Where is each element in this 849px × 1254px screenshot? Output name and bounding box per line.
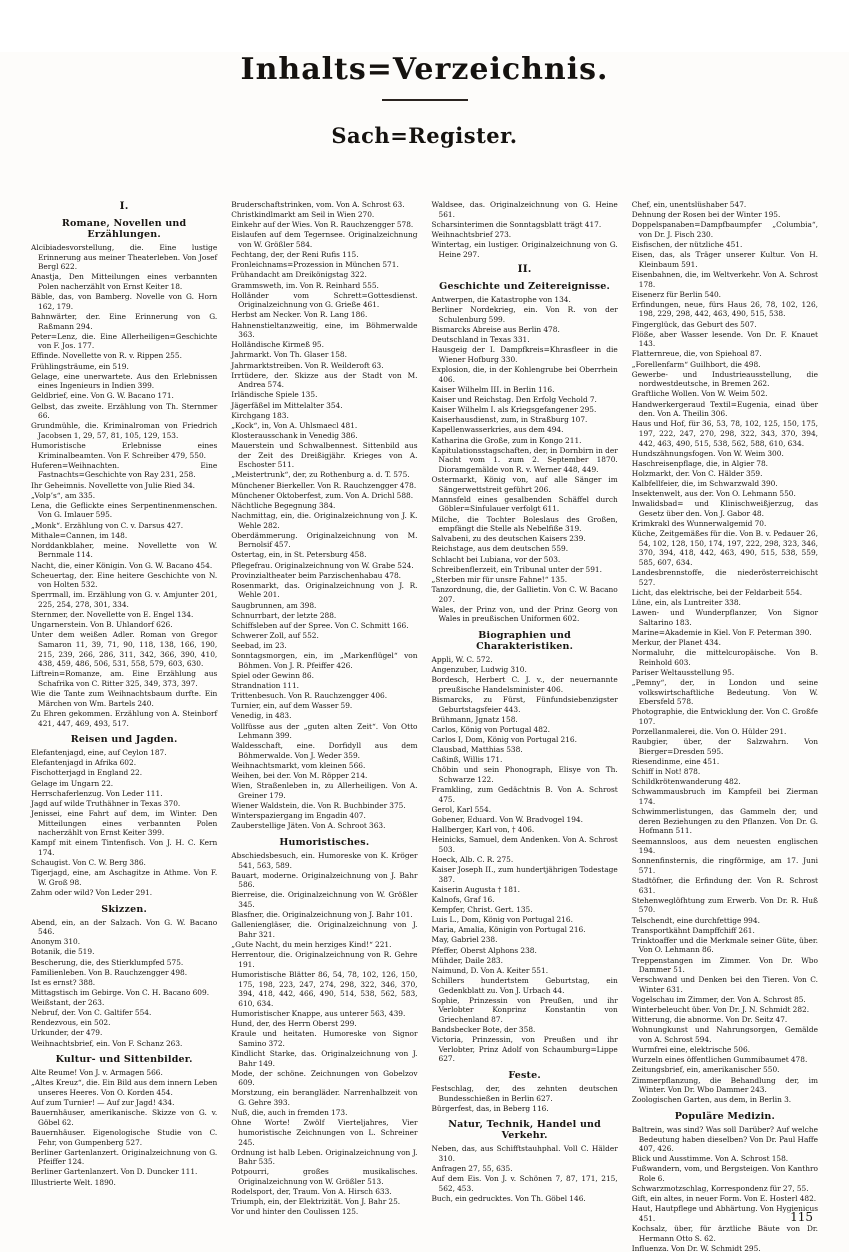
index-entry: Weißstant, der 263. <box>31 998 105 1007</box>
index-entry: Nacht, die, einer Königin. Von G. W. Bacano 454. <box>31 560 213 570</box>
index-entry: Gelage im Ungarn 22. <box>31 778 114 788</box>
index-entry: Triumph, ein, der Elektrizität. Von J. Bahr 25. <box>231 1197 401 1207</box>
index-section <box>31 200 217 212</box>
index-entry: Frühandacht am Dreikönigstag 322. <box>231 270 367 280</box>
index-entry: Victoria, Prinzessin, von Preußen und ihr Verlobter, Prinz Adolf von Schaumburg=Lippe 627. <box>431 1035 618 1064</box>
section-heading: Romane, Novellen und Erzählungen. <box>61 218 187 240</box>
index-entry: Ungarnerstein. Von B. Uhlandorf 626. <box>31 620 173 630</box>
index-entry: Gelage, eine unerwartete. Aus den Erlebnissen eines Ingenieurs in Indien 399. <box>31 371 218 391</box>
index-entry: Hallberger, Karl von, † 406. <box>431 825 535 834</box>
index-entry: Landesbrennstoffe, die niederösterreichischt 527. <box>631 568 818 587</box>
index-entry: Gerol, Karl 554. <box>431 804 492 814</box>
index-entry: Pfeffer, Oberst Alphons 238. <box>431 945 537 955</box>
index-entry: „Monk“. Erzählung von C. v. Darsus 427. <box>31 520 184 530</box>
index-entry: Naimund, D. Von A. Keiter 551. <box>431 965 549 975</box>
index-entry: Morstzung, ein berangläder. Narrenhalbzeit von G. Gehre 393. <box>231 1088 418 1107</box>
index-entry: Kalnofs, Graf 16. <box>431 894 495 904</box>
index-entry: Flöße, aber Wasser lesende. Von Dr. F. Knauet 143. <box>631 329 818 349</box>
index-entry: Jenissei, eine Fahrt auf dem, im Winter. Den Mitteilungen eines verbannten Polen nacherzählt von Ernst Keiter 399. <box>31 808 218 838</box>
index-entry: Gewerbe- und Industrieausstellung, die nordwestdeutsche, in Bremen 262. <box>631 369 818 389</box>
index-section <box>31 734 217 897</box>
index-entry: Hausgeig der I. Dampfkreis=Khrasfleer in die Wiener Hofburg 330. <box>431 345 618 364</box>
index-entry: Bauernhäuser. Eigenologische Studie von C. Fehr, von Gumpenberg 527. <box>31 1127 218 1147</box>
index-entry: Normaluhr, die mittelcuropäische. Von B. Reinhold 603. <box>631 648 818 667</box>
index-entry: Huferen=Weihnachten. Eine Fastnachts=Geschichte von Ray 231, 258. <box>31 460 218 480</box>
index-entry: Buch, ein gedrucktes. Von Th. Göbel 146. <box>431 1194 586 1203</box>
index-entry: Herbst am Necker. Von R. Lang 186. <box>231 310 368 320</box>
index-entry: Jahrmarkt. Von Th. Glaser 158. <box>231 350 347 360</box>
index-entry: Frühlingsträume, ein 519. <box>31 361 129 371</box>
index-entry: Rosenmarkt, das. Originalzeichnung von J. R. Wehle 201. <box>231 580 418 600</box>
index-entry: Lena, die Geflickte eines Serpentinenmenschen. Von G. Imlauer 595. <box>31 500 218 520</box>
index-entry: Carlos I, Dom, König von Portugal 216. <box>431 734 577 744</box>
index-entry: Vollfüsse aus der „guten alten Zeit“. Von Otto Lehmann 399. <box>231 721 418 741</box>
index-entry: Anastja, Den Mitteilungen eines verbannten Polen nacherzählt von Ernst Keiter 18. <box>31 272 218 291</box>
index-entry: Hundszähnungsfogen. Von W. Weim 300. <box>631 448 784 458</box>
index-entry: Bäble, das, von Bamberg. Novelle von G. Horn 162, 179. <box>31 292 218 311</box>
index-entry: Urkunder, der 479. <box>31 1028 103 1038</box>
index-entry: Wintertag, ein lustiger. Originalzeichnung von G. Heine 297. <box>431 240 618 259</box>
index-entry: Baltrein, was sind? Was soll Darüber? Auf welche Bedeutung haben dieselben? Von Dr. Paul Haffe 407, 426. <box>631 1124 818 1154</box>
index-entry: Tanzordnung, die, der Gallietin. Von C. W. Bacano 207. <box>431 584 618 604</box>
index-section <box>432 1119 618 1203</box>
index-entry: Grammsweth, im. Von R. Reinhard 555. <box>231 280 379 290</box>
section-heading: Skizzen. <box>101 903 147 915</box>
index-entry: Scharsinterimen die Sonntagsblatt trägt 417. <box>431 219 602 229</box>
section-title: Sach=Register. <box>331 123 518 148</box>
index-section <box>31 904 217 1049</box>
page-number: 115 <box>790 1210 813 1224</box>
index-entry: „Altes Kreuz“, die. Ein Bild aus dem innern Leben unseres Heeres. Von O. Korden 454. <box>31 1078 218 1097</box>
index-entry: Herrentour, die. Originalzeichnung von R. Gehre 191. <box>231 950 418 969</box>
index-entry: Framkling, zum Gedächtnis B. Von A. Schrost 475. <box>431 785 618 804</box>
index-entry: Nächtliche Begegnung 384. <box>231 500 336 510</box>
index-entry: „Volp’s“, am 335. <box>31 490 96 500</box>
index-entry: Berliner Gartenlanzert. Von D. Duncker 111. <box>31 1167 198 1177</box>
index-entry: Handwerkergeraud Textil=Eugenia, einad über den. Von A. Theilin 306. <box>631 399 818 419</box>
index-entry: Ostermarkt, König von, auf alle Sänger im Sängerwettstreit geführt 206. <box>431 475 618 494</box>
index-entry: Waldsee, das. Originalzeichnung von G. Heine 561. <box>431 200 618 219</box>
index-section <box>632 1111 818 1254</box>
index-entry: Weihnachtsmarkt, vom kleinen 566. <box>231 761 366 770</box>
index-column <box>425 200 625 1203</box>
index-entry: Eislaufen auf dem Tegernsee. Originalzeichnung von W. Größler 584. <box>231 230 418 249</box>
index-entry: Porzellanmalerei, die. Von O. Hülder 291. <box>631 727 787 737</box>
index-entry: Zauberstellige Jäten. Von A. Schroot 363. <box>231 821 386 831</box>
index-entry: Ihr Geheimnis. Novellette von Julie Ried 34. <box>31 480 196 490</box>
index-entry: Peter=Lenz, die. Eine Allerheiligen=Geschichte von F. Jos. 177. <box>31 331 218 351</box>
index-entry: Turnier, ein, auf dem Wasser 59. <box>231 701 353 711</box>
index-entry: Kirchgang 183. <box>231 410 289 420</box>
index-entry: Schaugist. Von C. W. Berg 386. <box>31 858 146 867</box>
index-entry: Clausbad, Matthias 538. <box>431 745 523 754</box>
index-entry: Wie die Tante zum Weihnachtsbaum durfte. Ein Märchen von Wm. Bartels 240. <box>31 689 218 708</box>
index-entry: Schiff in Not! 878. <box>631 767 701 777</box>
index-entry: Hund, der, des Herrn Oberst 299. <box>231 1019 357 1028</box>
index-entry: Mode, der schöne. Zeichnungen von Gobelzov 609. <box>231 1068 418 1088</box>
index-entry: Nebruf, der. Von C. Galtifer 554. <box>31 1008 152 1018</box>
index-entry: Mithale=Cannen, im 148. <box>31 530 128 540</box>
index-section <box>632 200 818 1105</box>
index-section <box>231 837 417 1217</box>
index-column <box>224 200 424 1217</box>
index-entry: Witterung, die abnorme. Von Dr. Seitz 47. <box>631 1015 788 1025</box>
index-entry: Luis L., Dom, König von Portugal 216. <box>431 915 573 925</box>
index-entry: Schwerer Zoll, auf 552. <box>231 630 319 640</box>
index-entry: Kapellenwasserkries, aus dem 494. <box>431 425 564 435</box>
index-entry: Berliner Gartenlanzert. Originalzeichnung von G. Pfeiffer 124. <box>31 1147 218 1167</box>
index-entry: Riesendinme, eine 451. <box>631 757 720 766</box>
index-entry: Berliner Nordekrieg, ein. Von R. von der Schulenburg 599. <box>431 305 618 324</box>
index-entry: Caßinß, Willis 171. <box>431 755 503 765</box>
index-entry: Kraule und heitaten. Humoreske von Signor Samino 372. <box>231 1029 418 1048</box>
index-entry: Strandnation 111. <box>231 681 300 690</box>
index-entry: Rodelsport, der, Traum. Von A. Hirsch 633. <box>231 1187 392 1197</box>
index-entry: Schnurrbart, der letzte 288. <box>231 610 337 620</box>
index-entry: Rendezvous, ein 502. <box>31 1018 111 1028</box>
index-entry: Kaiser Wilhelm III. in Berlin 116. <box>431 384 555 394</box>
index-entry: „Gute Nacht, du mein herziges Kind!“ 221. <box>231 940 392 949</box>
index-entry: Haus und Hof, für 36, 53, 78, 102, 125, 150, 175, 197, 222, 247, 270, 298, 322, 343, 370, 394, 442, 463, 490, 515, 538, 562, 588, 610, 634. <box>631 419 818 448</box>
index-entry: Schillers hundertstem Geburtstag, ein Gedenkblatt zu. Von J. Urbach 44. <box>431 975 618 995</box>
index-entry: Milche, die Tochter Boleslaus des Großen, empfängt die Stelle als Nebelfiße 319. <box>431 514 618 534</box>
title-divider <box>382 99 468 101</box>
index-entry: Sonnenfinsternis, die ringförmige, am 17. Juni 571. <box>631 856 818 875</box>
index-section <box>432 281 618 624</box>
index-entry: Katharina die Große, zum in Kongo 211. <box>431 435 582 445</box>
index-entry: Mittagstisch im Gebirge. Von C. H. Bacano 609. <box>31 987 210 997</box>
index-entry: Kindlicht Starke, das. Originalzeichnung von J. Bahr 149. <box>231 1048 418 1068</box>
index-entry: Fechtang, der, der Reni Rufis 115. <box>231 250 359 260</box>
section-heading: Feste. <box>508 1070 541 1081</box>
index-entry: Eisenerz für Berlin 540. <box>631 289 721 299</box>
index-entry: Abschiedsbesuch, ein. Humoreske von K. Kröger 541, 563, 589. <box>231 850 418 870</box>
index-entry: Schildkrötenwanderung 482. <box>631 777 741 787</box>
index-entry: „Kock“, in, Von A. Uhlsmaecl 481. <box>231 420 358 430</box>
index-entry: Geldbrief, eine. Von G. W. Bacano 171. <box>31 391 174 401</box>
index-entry: Galleniengläser, die. Originalzeichnung von J. Bahr 321. <box>231 920 418 939</box>
index-entry: Liftrein=Romanze, am. Eine Erzählung aus Schafrika von C. Ritter 325, 349, 373, 397. <box>31 669 218 688</box>
index-entry: Trittenbesuch. Von R. Rauchzengger 406. <box>231 691 388 701</box>
index-entry: Anfragen 27, 55, 635. <box>431 1164 513 1174</box>
section-heading: II. <box>517 263 532 276</box>
index-entry: Kampf mit einem Tintenfisch. Von J. H. C. Kern 174. <box>31 838 218 857</box>
index-entry: Potpourri, großes musikalisches. Originalzeichnung von W. Größler 513. <box>231 1167 418 1186</box>
index-entry: Kapitulationsstagschaften, der, in Dornbirn in der Nacht vom 1. zum 2. September 1870. Dioramgemälde von R. v. Werner 448, 449. <box>431 445 618 474</box>
index-entry: Effinde. Novellette von R. v. Rippen 255. <box>31 351 182 361</box>
index-section <box>432 200 618 259</box>
index-entry: Bordesch, Herbert C. J. v., der neuernannte preußische Handelsminister 406. <box>431 675 618 694</box>
index-entry: Eisenbahnen, die, im Weltverkehr. Von A. Schrost 178. <box>631 269 818 289</box>
section-heading: I. <box>119 200 129 212</box>
index-entry: Mauerstein und Schwalbennest. Sittenbild aus der Zeit des Dreißigjähr. Krieges von A. Eschoster 511. <box>231 441 418 470</box>
index-entry: Ohne Worte! Zwölf Vierteljahres, Vier humoristische Zeichnungen von L. Schreiner 245. <box>231 1118 418 1147</box>
index-entry: Haut, Hautpflege und Abhärtung. Von Hygienicus 451. <box>631 1204 818 1223</box>
index-entry: Scheuertag, der. Eine heitere Geschichte von N. von Holten 532. <box>31 570 218 590</box>
index-entry: Merkur, der Planet 434. <box>631 638 721 647</box>
index-entry: Jahrmarktstreiben. Von R. Weilderoft 63. <box>231 360 384 370</box>
index-entry: Schlacht bei Lubiana, vor der 503. <box>431 554 561 564</box>
index-entry: Auf zum Turnier! — Auf zur Jagd! 434. <box>31 1098 175 1107</box>
index-entry: Schwimmerlistungen, das Gammeln der, und deren Beziehungen zu den Pflanzen. Von Dr. G. Hofmann 511. <box>631 807 818 836</box>
index-entry: Ostertag, ein, in St. Petersburg 458. <box>231 550 367 560</box>
index-entry: Treppenstangen im Zimmer. Von Dr. Wbo Dammer 51. <box>631 955 818 975</box>
index-entry: Lüne, ein, als Luntreiter 338. <box>631 598 741 607</box>
index-entry: Krimkrakl des Wunnerwalgemid 70. <box>631 519 767 528</box>
index-entry: Pariser Weltausstellung 95. <box>631 667 735 677</box>
index-entry: Erfindungen, neue, fürs Haus 26, 78, 102, 126, 198, 229, 298, 442, 463, 490, 515, 538. <box>631 299 818 319</box>
index-entry: Gelbst, das zweite. Erzählung von Th. Sternmer 66. <box>31 401 218 421</box>
page-title: Inhalts=Verzeichnis. <box>240 52 609 87</box>
index-entry: Jägerfäßel im Mittelalter 354. <box>231 400 343 410</box>
index-entry: Hoeck, Alb. C. R. 275. <box>431 854 514 864</box>
index-columns <box>24 200 825 1253</box>
index-entry: Alcibiadesvorstellung, die. Eine lustige Erinnerung aus meiner Theaterleben. Von Josef Bergl 622. <box>31 243 218 272</box>
index-entry: Schwarzmotzschlag, Korrespondenz für 27, 55. <box>631 1184 809 1194</box>
index-entry: Fronleichnams=Prozession in München 571. <box>231 260 399 270</box>
index-entry: Eisen, das, als Träger unserer Kultur. Von H. Kleinbaum 591. <box>631 250 818 269</box>
index-entry: Alte Reume! Von J. v. Armagen 566. <box>31 1068 163 1078</box>
index-entry: Holzmarkt, der. Von C. Hälder 359. <box>631 468 763 478</box>
index-entry: Sperrmall, im. Erzählung von G. v. Amjunter 201, 225, 254, 278, 301, 334. <box>31 590 218 609</box>
index-entry: Salvabeni, zu des deutschen Kaisers 239. <box>431 534 586 544</box>
index-section <box>231 200 417 831</box>
index-entry: Mannsfeld eines gesalbenden Schäffel durch Göbler=Sinfulauer verfolgt 611. <box>431 494 618 514</box>
index-entry: Bismarcks Abreise aus Berlin 478. <box>431 325 560 335</box>
index-entry: Carlos, König von Portugal 482. <box>431 724 550 734</box>
index-entry: Blasfner, die. Originalzeichnung von J. Bahr 101. <box>231 910 413 920</box>
index-entry: Stehenweglöfhtung zum Erwerb. Von Dr. R. Huß 570. <box>631 895 818 915</box>
index-entry: Schwammausbruch im Kampfeil bei Zierman 174. <box>631 787 818 806</box>
index-entry: Münchener Bierkeller. Von R. Rauchzengger 478. <box>231 480 417 490</box>
index-entry: Jagd auf wilde Truthähner in Texas 370. <box>31 798 181 808</box>
index-entry: Weihnachtsbrief 273. <box>431 229 512 239</box>
index-entry: „Pemny“, der, in London und seine volkswirtschaftliche Bedeutung. Von W. Ebersfeld 578. <box>631 678 818 707</box>
index-entry: Waldesschaft, eine. Dorfidyll aus dem Böhmerwalde. Von J. Weder 359. <box>231 741 418 760</box>
index-entry: Münchener Oktoberfest, zum. Von A. Drichl 588. <box>231 490 414 500</box>
index-entry: Wohnungkunst und Nahrungsorgen, Gemälde von A. Schrost 594. <box>631 1025 818 1044</box>
index-entry: Bandsbecker Bote, der 358. <box>431 1025 536 1034</box>
index-entry: Grundmühle, die. Kriminalroman von Friedrich Jacobsen 1, 29, 57, 81, 105, 129, 153. <box>31 421 218 440</box>
index-entry: Irländische Spiele 135. <box>231 390 318 400</box>
index-entry: Kempfer, Christ. Gert. 135. <box>431 905 533 914</box>
index-entry: Dehnung der Rosen bei der Winter 195. <box>631 210 781 220</box>
index-entry: Sophie, Prinzessin von Preußen, und ihr Verlobter Konprinz Konstantin von Griechenland 87. <box>431 995 618 1024</box>
index-entry: Nachmittag, ein, die. Originalzeichnung von J. K. Wehle 282. <box>231 510 418 530</box>
index-entry: Zahm oder wild? Von Leder 291. <box>31 887 153 897</box>
section-heading: Reisen und Jagden. <box>70 734 178 746</box>
index-entry: Antwerpen, die Katastrophe von 134. <box>431 295 571 305</box>
index-entry: Angenzuber, Ludwig 310. <box>431 665 527 674</box>
index-entry: Chef, ein, unentslüshaber 547. <box>631 200 747 209</box>
index-entry: Wales, der Prinz von, und der Prinz Georg von Wales in preußischen Uniformen 602. <box>431 604 618 624</box>
index-entry: Gobener, Eduard. Von W. Bradvogel 194. <box>431 814 583 824</box>
index-entry: Kaiserhausdienst, zum, in Straßburg 107. <box>431 415 588 425</box>
index-entry: Blick und Ausstimme. Von A. Schrost 158. <box>631 1154 789 1164</box>
index-entry: Fingerglück, das Geburt des 507. <box>631 319 757 329</box>
index-entry: Bismarcks, zu Fürst, Fünfundsiebenzigster Geburtstagsfeier 443. <box>431 694 618 714</box>
index-entry: Doppelspanaben=Dampfbaumpfer „Columbia“, von Dr. J. Fisch 230. <box>631 220 818 239</box>
index-entry: Humoristische Blätter 86, 54, 78, 102, 126, 150, 175, 198, 223, 247, 274, 298, 322, 346, 370, 394, 418, 442, 466, 490, 514, 538, 562, 583, 610, 634. <box>231 969 418 1008</box>
index-entry: Deutschland in Texas 331. <box>431 335 530 345</box>
index-entry: Mühder, Daile 283. <box>431 955 503 965</box>
index-entry: Seebad, im 23. <box>231 641 287 650</box>
index-entry: Inwalidsbad= und Klinischweißjerzug, das Gesetz über den. Von J. Gabor 48. <box>631 499 818 518</box>
index-entry: Transportkähnt Dampffchiff 261. <box>631 925 755 935</box>
section-heading: Biographien und Charakteristiken. <box>476 629 574 652</box>
index-entry: Sternmer, der. Novellette von E. Engel 134. <box>31 610 194 620</box>
index-entry: Chöbin und sein Phonograph, Elisye von Th. Schwarze 122. <box>431 765 618 784</box>
index-entry: Influenza. Von Dr. W. Schmidt 295. <box>631 1243 761 1253</box>
index-entry: Maria, Amalia, Königin von Portugal 216. <box>431 925 586 935</box>
index-entry: Graftliche Wollen. Von W. Weim 502. <box>631 389 768 399</box>
index-entry: Neben, das, aus Schifftstauhphal. Voll C. Hälder 310. <box>431 1144 618 1163</box>
index-entry: Bescherung, die, des Stierklumpfed 575. <box>31 957 184 967</box>
index-entry: Wurzeln eines öffentlichen Gummibaumet 478. <box>631 1055 808 1065</box>
index-entry: Venedig, in 483. <box>231 711 292 721</box>
index-entry: Gift, ein altes, in neuer Form. Von E. Hosterl 482. <box>631 1194 817 1204</box>
index-entry: Zeitungsbrief, ein, amerikanischer 550. <box>631 1065 780 1075</box>
section-heading: Geschichte und Zeitereignisse. <box>439 281 611 293</box>
index-entry: Wien, Straßenleben in, zu Allerheiligen. Von A. Greiner 179. <box>231 781 418 800</box>
index-entry: Kaiser und Reichstag. Den Erfolg Vechold 7. <box>431 395 597 404</box>
index-entry: Weihen, bei der. Von M. Röpper 214. <box>231 771 368 781</box>
index-entry: Holländer vom Schrett=Gottesdienst. Originalzeichnung von G. Grieße 461. <box>231 290 418 310</box>
index-entry: Heinicks, Samuel, dem Andenken. Von A. Schrost 503. <box>431 835 618 854</box>
index-entry: Bauart, moderne. Originalzeichnung von J. Bahr 586. <box>231 870 418 890</box>
index-entry: Oberdämmerung. Originalzeichnung von M. Bernolsif 457. <box>231 530 418 550</box>
index-entry: Trinktoaffer und die Merkmale seiner Güte, über. Von O. Lehmann 86. <box>631 935 818 955</box>
index-entry: Elefantenjagd in Afrika 602. <box>31 758 137 768</box>
section-heading: Natur, Technik, Handel und Verkehr. <box>448 1119 602 1142</box>
index-entry: Küche, Zeitgemäßes für die. Von B. v. Pedauer 26, 54, 102, 128, 150, 174, 197, 222, 298, 323, 346, 370, 394, 418, 442, 463, 490, 515, 538, 559, 585, 607, 634. <box>631 529 818 567</box>
index-entry: Reichstage, aus dem deutschen 559. <box>431 544 569 554</box>
index-entry: Vogelschau im Zimmer, der. Von A. Schrost 85. <box>631 995 806 1004</box>
index-entry: Christkindlmarkt am Seil in Wien 270. <box>231 210 375 220</box>
section-heading: Populäre Medizin. <box>674 1110 776 1122</box>
index-section <box>432 263 618 275</box>
index-entry: Humoristischer Knappe, aus unterer 563, 439. <box>231 1008 406 1018</box>
index-entry: Kochsalz, über, für ärztliche Bäute von Dr. Hermann Otto S. 62. <box>631 1224 818 1243</box>
index-entry: Kaiserin Augusta † 181. <box>431 884 520 894</box>
index-entry: Kalbfellfeier, die, im Schwarzwald 390. <box>631 479 778 488</box>
index-entry: Seemannsloos, aus dem neuesten englischen 194. <box>631 836 818 856</box>
index-entry: Zoologischen Garten, aus dem, in Berlin 3. <box>631 1095 792 1105</box>
index-entry: Bauernhäuser, amerikanische. Skizze von G. v. Göbel 62. <box>31 1108 218 1127</box>
index-entry: Irrtüdere, der. Skizze aus der Stadt von M. Andrea 574. <box>231 370 418 390</box>
index-entry: Vor und hinter den Coulissen 125. <box>231 1207 359 1217</box>
index-entry: Tigerjagd, eine, am Aschagitze in Athme. Von F. W. Groß 98. <box>31 868 218 887</box>
index-entry: Fußwandern, vom, und Bergsteigen. Von Kanthro Role 6. <box>631 1164 818 1183</box>
index-entry: Marine=Akademie in Kiel. Von F. Peterman 390. <box>631 627 812 637</box>
index-entry: Illustrierte Welt. 1890. <box>31 1177 116 1187</box>
index-entry: Licht, das elektrische, bei der Feldarbeit 554. <box>631 587 803 597</box>
section-heading: Humoristisches. <box>279 836 370 848</box>
index-entry: Kaiser Joseph II., zum hundertjährigen Todestage 387. <box>431 865 618 884</box>
index-section <box>31 1054 217 1187</box>
index-entry: „Forellenfarm“ Guilhbort, die 498. <box>631 359 761 369</box>
index-entry: Einkehr auf der Wies. Von R. Rauchzengger 578. <box>231 220 414 230</box>
index-entry: Auf dem Eis. Von J. v. Schönen 7, 87, 171, 215, 562, 453. <box>431 1174 618 1193</box>
index-entry: Insektenwelt, aus der. Von O. Lehmann 550. <box>631 489 796 499</box>
index-entry: Ordnung ist halb Leben. Originalzeichnung von J. Bahr 535. <box>231 1147 418 1167</box>
index-entry: Telschendt, eine durchfettige 994. <box>631 915 760 925</box>
index-entry: Weihnachtsbrief, ein. Von F. Schanz 263. <box>31 1038 183 1048</box>
index-entry: Pflegefrau. Originalzeichnung von W. Grabe 524. <box>231 560 414 570</box>
index-entry: „Sterben mir für unsre Fahne!“ 135. <box>431 574 568 584</box>
index-entry: Botanik, die 519. <box>31 947 95 957</box>
index-entry: Explosion, die, in der Kohlengrube bei Oberrhein 406. <box>431 365 618 384</box>
index-entry: Schreibenflerzeit, ein Tribunal unter der 591. <box>431 564 602 574</box>
index-entry: Schiffsleben auf der Spree. Von C. Schmitt 166. <box>231 620 409 630</box>
index-entry: Bürgerfest, das, in Beberg 116. <box>431 1103 549 1113</box>
index-entry: Zimmerpflanzung, die Behandlung der, im Winter. Von Dr. Wbo Dammer 243. <box>631 1075 818 1095</box>
index-entry: Bierreise, die. Originalzeichnung von W. Größler 345. <box>231 890 418 909</box>
index-column <box>24 200 224 1187</box>
index-entry: Bahnwärter, der. Eine Erinnerung von G. Raßmann 294. <box>31 311 218 331</box>
index-entry: Stadtöfner, die Erfindung der. Von R. Schrost 631. <box>631 876 818 895</box>
section-heading: Kultur- und Sittenbilder. <box>55 1054 193 1066</box>
index-entry: Hahnenstieltanzweitig, eine, im Böhmerwalde 363. <box>231 320 418 340</box>
index-entry: Nuß, die, auch in fremden 173. <box>231 1108 348 1118</box>
index-entry: Fischotterjagd in England 22. <box>31 768 143 778</box>
index-entry: Familienleben. Von B. Rauchzengger 498. <box>31 967 188 977</box>
catalog-page <box>0 52 849 1252</box>
index-section <box>432 1070 618 1113</box>
index-entry: Anonym 310. <box>31 937 81 947</box>
index-entry: Brühmann, Jgnatz 158. <box>431 714 518 724</box>
index-entry: Flatternreue, die, von Spiehoal 87. <box>631 349 762 359</box>
index-entry: Provinzialtheater beim Parzischenhabau 478. <box>231 570 402 580</box>
index-entry: Abend, ein, an der Salzach. Von G. W. Bacano 546. <box>31 917 218 937</box>
index-entry: Kaiser Wilhelm I. als Kriegsgefangener 295. <box>431 405 597 415</box>
index-entry: Sonntagsmorgen, ein, im „Markenflügel“ von Böhmen. Von J. R. Pfeiffer 426. <box>231 651 418 670</box>
index-entry: Spiel oder Gewinn 86. <box>231 670 314 680</box>
index-entry: Wurmfrei eine, elektrische 506. <box>631 1045 750 1055</box>
index-section <box>31 218 217 728</box>
index-entry: Elefantenjagd, eine, auf Ceylon 187. <box>31 748 167 758</box>
index-entry: Winterspaziergang im Engadin 407. <box>231 811 366 821</box>
index-entry: Zu Ehren gekommen. Erzählung von A. Steinborf 421, 447, 469, 493, 517. <box>31 708 218 728</box>
index-entry: Winterbeleucht über. Von Dr. J. N. Schmidt 282. <box>631 1005 810 1015</box>
index-entry: Klosterausschank in Venedig 386. <box>231 430 358 440</box>
index-entry: Bruderschaftstrinken, vom. Von A. Schrost 63. <box>231 200 405 209</box>
index-entry: Festschlag, der, des zehnten deutschen Bundesschießen in Berlin 627. <box>431 1084 618 1103</box>
index-entry: Humoristische Erlebnisse eines Kriminalbeamten. Von F. Schreiber 479, 550. <box>31 441 218 460</box>
index-entry: Unter dem weißen Adler. Roman von Gregor Samaron 11, 39, 71, 90, 118, 138, 166, 190, 215, 239, 266, 286, 311, 342, 366, 390, 410, 438, 459, 486, 506, 531, 558, 579, 603, 630. <box>31 630 218 669</box>
index-entry: „Meistertrunk“, der, zu Rothenburg a. d. T. 575. <box>231 470 410 480</box>
index-entry: Photographie, die Entwicklung der. Von C. Großfe 107. <box>631 707 818 726</box>
index-entry: Holländische Kirmeß 95. <box>231 340 324 350</box>
index-entry: Haschreisenpflage, die, in Algier 78. <box>631 458 769 468</box>
index-entry: Eisfischen, der nützliche 451. <box>631 240 743 249</box>
index-entry: Verschwand und Denken bei den Tieren. Von C. Winter 631. <box>631 975 818 994</box>
index-entry: Saugbrunnen, am 398. <box>231 600 317 610</box>
index-entry: Ist es ernst? 388. <box>31 977 96 987</box>
index-entry: Norddankblaher, meine. Novellette von W. Bernmale 114. <box>31 540 218 560</box>
index-entry: Lawen- und Wunderpflanzer, Von Signor Saltarino 183. <box>631 608 818 627</box>
index-entry: May, Gabriel 238. <box>431 935 498 945</box>
index-entry: Appli, W. C. 572. <box>431 654 493 664</box>
index-section <box>432 630 618 1064</box>
index-entry: Herrschaferlenzug. Von Leder 111. <box>31 788 163 798</box>
index-entry: Raubgier, über, der Salzwahrn. Von Bierger=Dresden 595. <box>631 737 818 756</box>
index-entry: Wiener Waldstein, die. Von R. Buchbinder 375. <box>231 801 406 810</box>
